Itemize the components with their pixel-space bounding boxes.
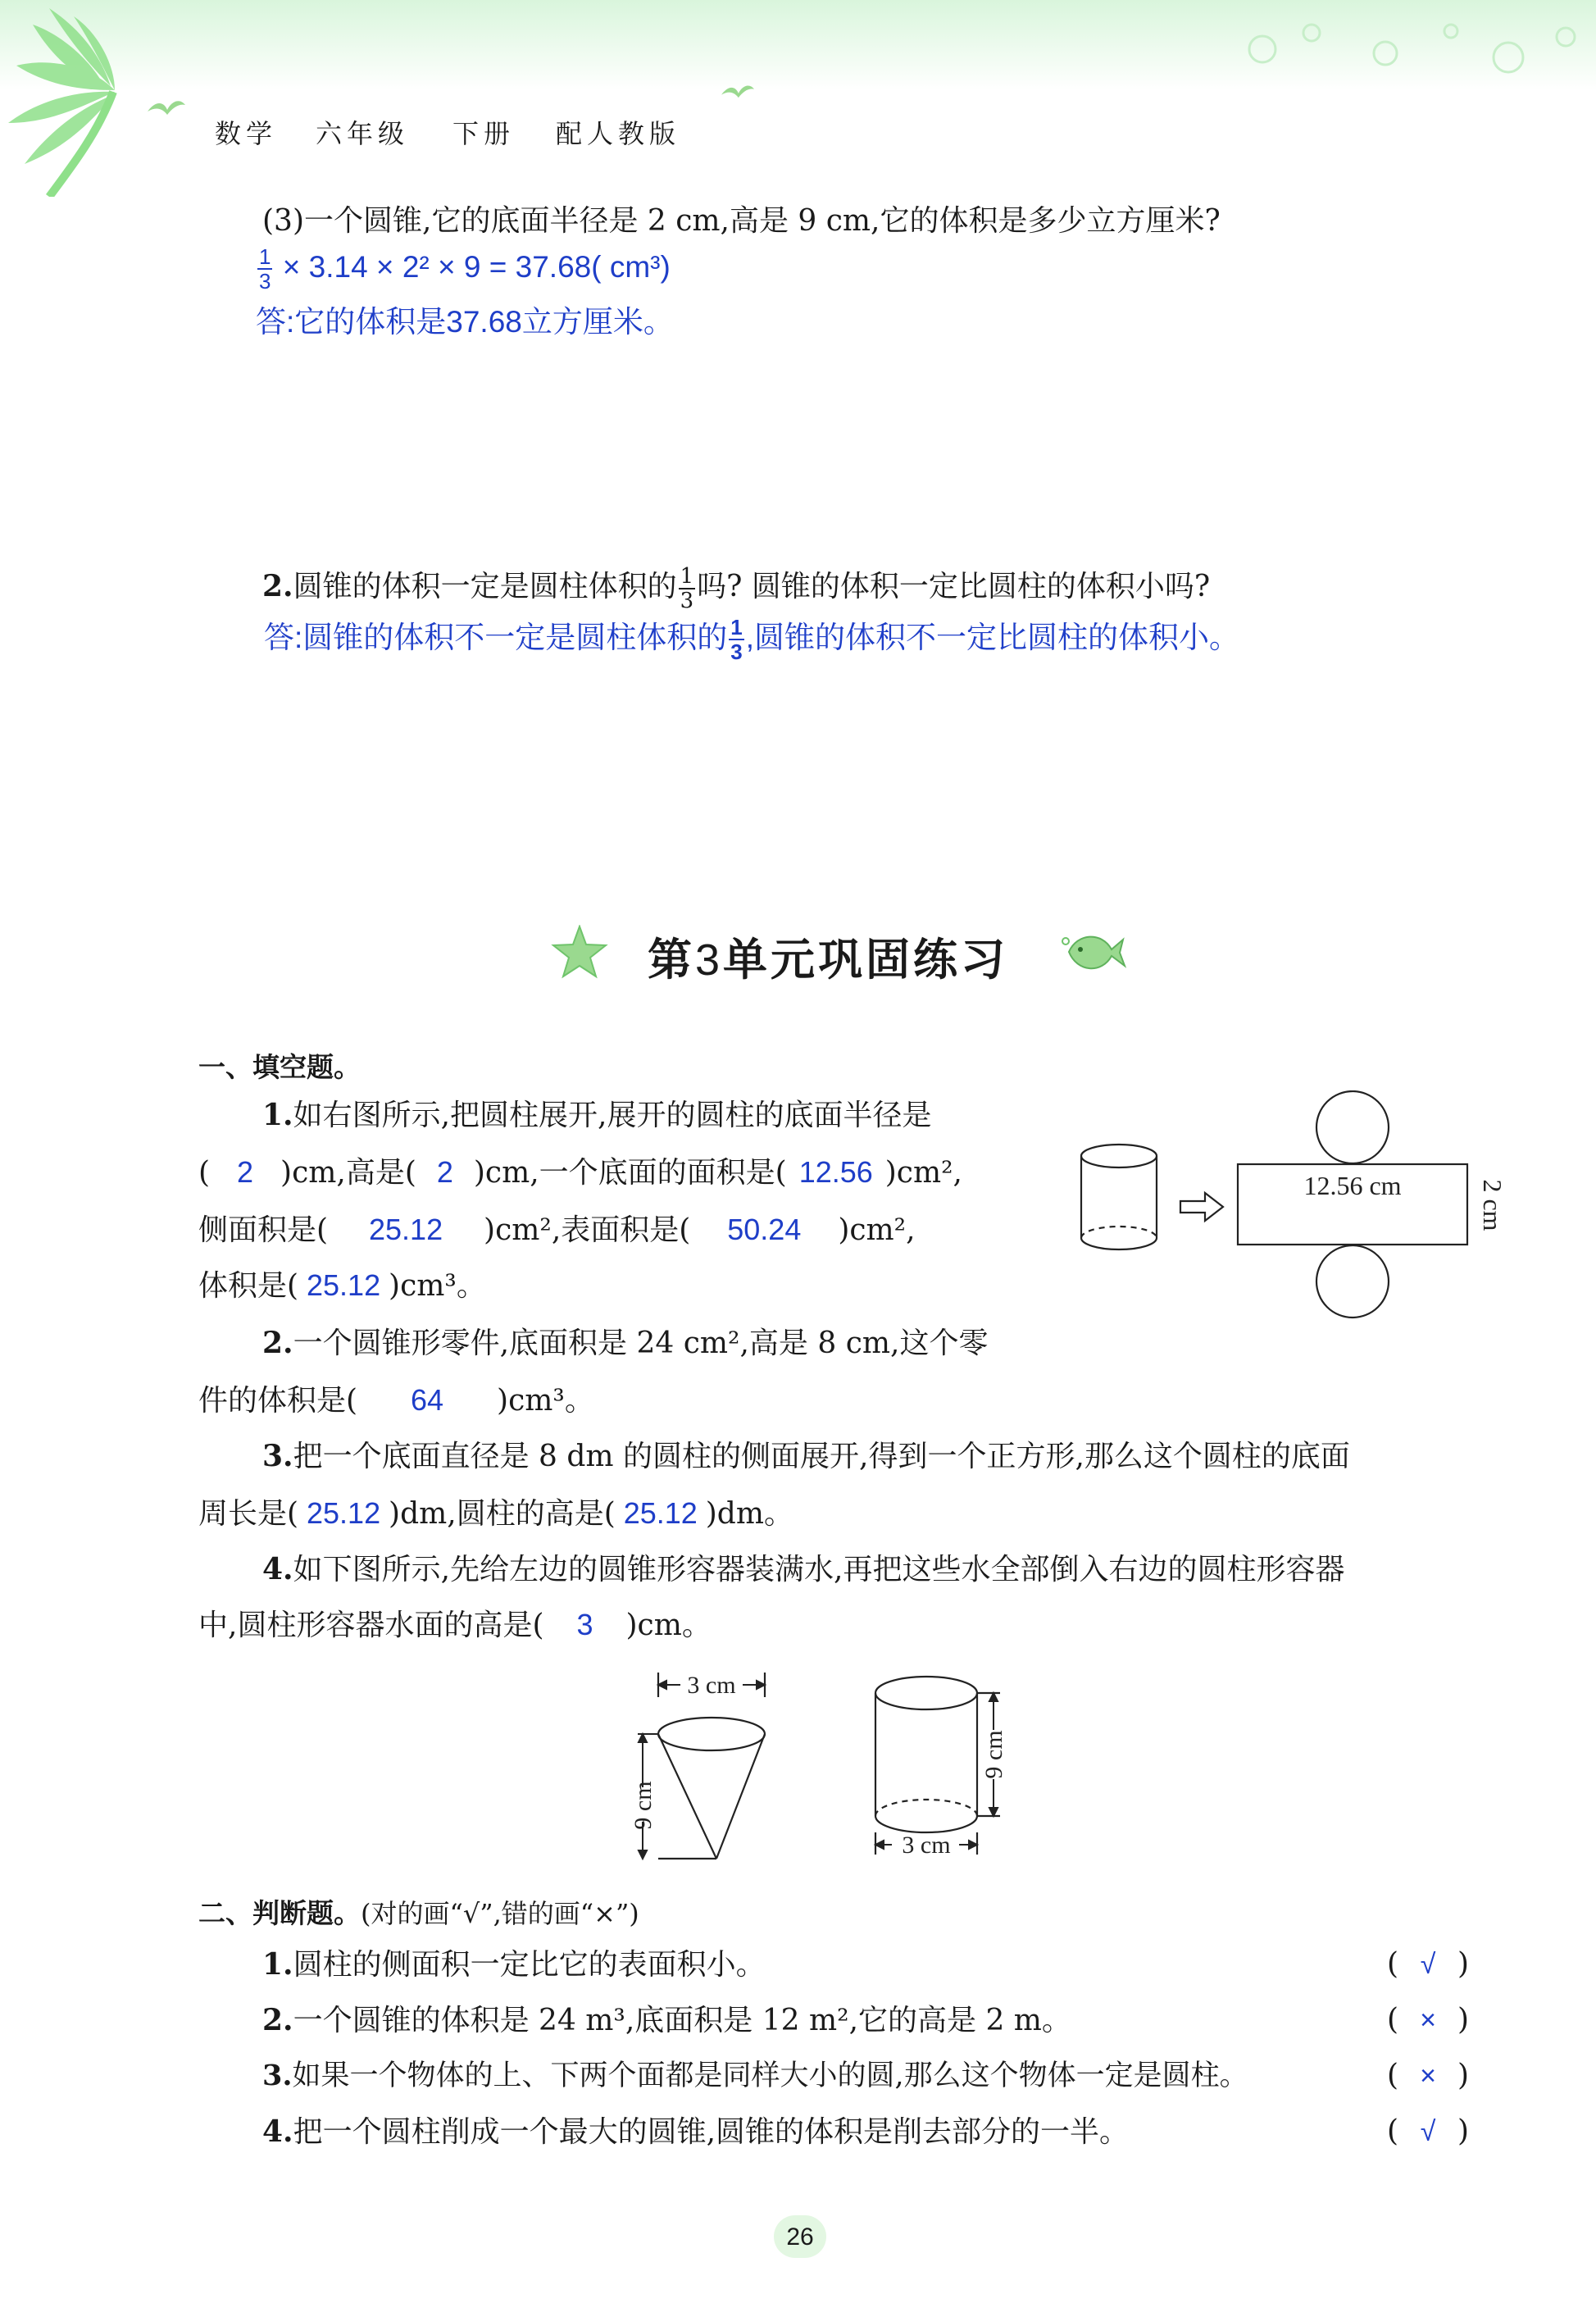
header-subject: 数学 bbox=[215, 118, 278, 149]
answer-blank: 12.56 bbox=[798, 1155, 873, 1189]
answer-blank: 50.24 bbox=[727, 1213, 802, 1246]
answer-blank: 25.12 bbox=[307, 1268, 381, 1302]
answer-blank: 25.12 bbox=[369, 1213, 443, 1246]
answer-blank: 25.12 bbox=[307, 1496, 381, 1530]
bubbles-decoration bbox=[1230, 8, 1590, 90]
question-text: 体积是( 25.12 )cm³。 bbox=[198, 1268, 486, 1303]
fraction: $\frac{1}{3}$ bbox=[259, 244, 271, 294]
question-text: 1.如右图所示,把圆柱展开,展开的圆柱的底面半径是 bbox=[262, 1098, 932, 1132]
answer-text: 答:它的体积是37.68立方厘米。 bbox=[256, 305, 674, 339]
fraction: $\frac{1}{3}$ bbox=[730, 615, 743, 664]
arrow-right-icon bbox=[1180, 1193, 1223, 1221]
question-text: (3)一个圆锥,它的底面半径是 2 cm,高是 9 cm,它的体积是多少立方厘米? bbox=[262, 204, 1221, 238]
section-heading: 二、判断题。(对的画“√”,错的画“×”) bbox=[198, 1897, 639, 1929]
cylinder-net-figure bbox=[1066, 1090, 1508, 1328]
judge-item: 3.如果一个物体的上、下两个面都是同样大小的圆,那么这个物体一定是圆柱。 bbox=[262, 2059, 1248, 2092]
figure-label-length: 12.56 cm bbox=[1303, 1171, 1402, 1200]
answer-blank: 2 bbox=[237, 1155, 254, 1189]
judge-answer: ( × ) bbox=[1387, 2059, 1470, 2092]
judge-item: 1.圆柱的侧面积一定比它的表面积小。 bbox=[262, 1947, 766, 1982]
cone-cylinder-figure bbox=[623, 1664, 1082, 1869]
header-volume: 下册 bbox=[452, 118, 516, 149]
formula-text: × 3.14 × 2² × 9 = 37.68( cm³) bbox=[282, 249, 671, 284]
question-text: ( 2 )cm,高是( 2 )cm,一个底面的面积是( 12.56 )cm², bbox=[198, 1155, 962, 1190]
cone-diameter-label: 3 cm bbox=[687, 1672, 736, 1699]
judge-answer: ( × ) bbox=[1387, 2003, 1470, 2037]
header-edition: 配人教版 bbox=[556, 118, 681, 149]
question-text: 3.把一个底面直径是 8 dm 的圆柱的侧面展开,得到一个正方形,那么这个圆柱的底面 bbox=[262, 1439, 1350, 1473]
page-number: 26 bbox=[786, 2223, 814, 2251]
judge-item: 2.一个圆锥的体积是 24 m³,底面积是 12 m²,它的高是 2 m。 bbox=[262, 2003, 1071, 2037]
cylinder-height-label: 9 cm bbox=[980, 1730, 1007, 1779]
section-heading: 一、填空题。 bbox=[198, 1051, 361, 1083]
judge-answer: ( √ ) bbox=[1387, 1947, 1470, 1981]
figure-label-height: 2 cm bbox=[1478, 1179, 1507, 1231]
bird-icon bbox=[146, 97, 187, 121]
answer-blank: 2 bbox=[436, 1155, 453, 1189]
fish-icon bbox=[1061, 925, 1126, 979]
question-text: 件的体积是( 64 )cm³。 bbox=[198, 1383, 594, 1418]
question-text: 2.一个圆锥形零件,底面积是 24 cm²,高是 8 cm,这个零 bbox=[262, 1326, 989, 1360]
starfish-icon bbox=[551, 925, 608, 979]
question-text: 周长是( 25.12 )dm,圆柱的高是( 25.12 )dm。 bbox=[198, 1496, 793, 1531]
answer-text: 答:圆锥的体积不一定是圆柱体积的 $\frac{1}{3}$ ,圆锥的体积不一定比圆柱的体积小。 bbox=[264, 615, 1240, 664]
question-text: 4.如下图所示,先给左边的圆锥形容器装满水,再把这些水全部倒入右边的圆柱形容器 bbox=[262, 1552, 1345, 1586]
question-text: 侧面积是( 25.12 )cm²,表面积是( 50.24 )cm², bbox=[198, 1213, 916, 1247]
cylinder-diameter-label: 3 cm bbox=[902, 1832, 951, 1859]
header-grade: 六年级 bbox=[316, 118, 410, 149]
cone-height-label: 9 cm bbox=[630, 1781, 657, 1830]
bird-icon bbox=[720, 82, 756, 103]
answer-formula bbox=[256, 246, 671, 292]
judge-item: 4.把一个圆柱削成一个最大的圆锥,圆锥的体积是削去部分的一半。 bbox=[262, 2114, 1130, 2149]
unit-title: 第3单元巩固练习 bbox=[648, 934, 1009, 985]
answer-blank: 3 bbox=[576, 1608, 593, 1641]
judge-answer: ( √ ) bbox=[1387, 2114, 1470, 2148]
answer-blank: 25.12 bbox=[623, 1496, 698, 1530]
answer-blank: 64 bbox=[411, 1383, 444, 1417]
fraction: $\frac{1}{3}$ bbox=[680, 564, 694, 613]
question-text: 2.圆锥的体积一定是圆柱体积的 $\frac{1}{3}$ 吗? 圆锥的体积一定比圆柱的体积小吗? bbox=[262, 564, 1211, 613]
question-text: 中,圆柱形容器水面的高是( 3 )cm。 bbox=[198, 1608, 712, 1642]
